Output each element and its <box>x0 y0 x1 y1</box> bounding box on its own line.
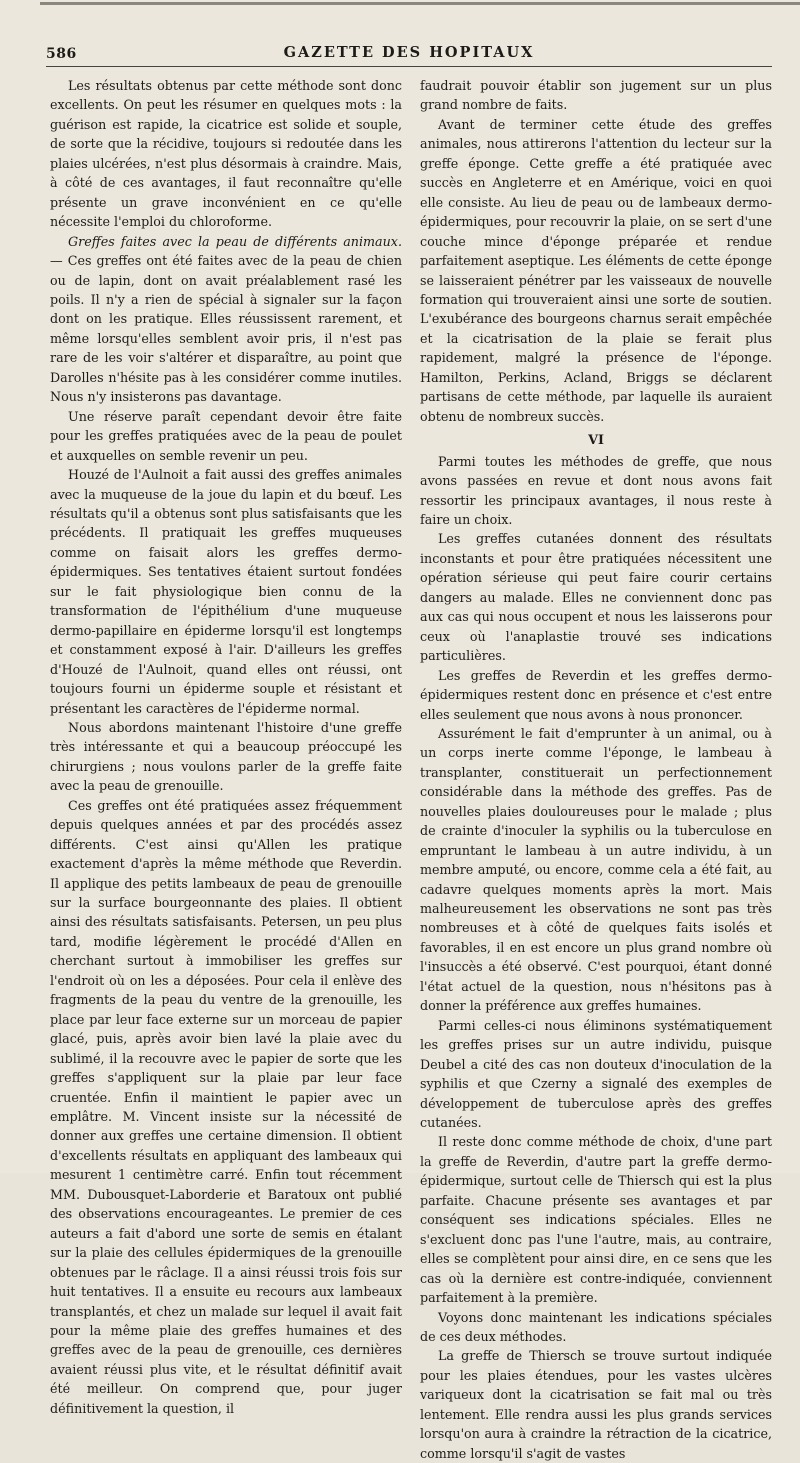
paragraph <box>420 76 772 115</box>
paragraph <box>420 724 772 1016</box>
paragraph <box>50 407 402 465</box>
paragraph <box>50 465 402 718</box>
paragraph-text: Une réserve paraît cependant devoir être faite pour les greffes pratiquées avec de la peau de poulet et auxquelles on semble revenir un peu. <box>50 408 402 463</box>
paragraph <box>50 232 402 407</box>
paragraph-text: Nous abordons maintenant l'histoire d'une greffe très intéressante et qui a beaucoup préoccupé les chirurgiens ; nous voulons parler de la greffe faite avec la peau de grenouille. <box>50 719 402 794</box>
page-header <box>46 40 772 67</box>
journal-title: GAZETTE DES HOPITAUX <box>283 44 535 61</box>
paragraph <box>50 76 402 232</box>
paragraph <box>420 1308 772 1347</box>
paragraph <box>420 452 772 530</box>
page-number: 586 <box>46 46 77 62</box>
paragraph-text: Ces greffes ont été pratiquées assez fréquemment depuis quelques années et par des procédés assez différents. C'est ainsi qu'Allen les pratique exactement d'après la même méthode que Reverdin. Il applique des petits lambeaux de peau de grenouille sur la surface bourgeonnante des plaies. Il obtient ainsi des résultats satisfaisants. Petersen, un peu plus tard, modifie légèrement le procédé d'Allen en cherchant surtout à immobiliser les greffes sur l'endroit où on les a déposées. Pour cela il enlève des fragments de la peau du ventre de la grenouille, les place par leur face externe sur un morceau de papier glacé, puis, après avoir bien lavé la plaie avec du sublimé, il la recouvre avec le papier de sorte que les greffes s'appliquent sur la plaie par leur face cruentée. Enfin il maintient le papier avec un emplâtre. M. Vincent insiste sur la nécessité de donner aux greffes une certaine dimension. Il obtient d'excellents résultats en appliquant des lambeaux qui mesurent 1 centimètre carré. Enfin tout récemment MM. Dubousquet-Laborderie et Baratoux ont publié des observations encourageantes. Le premier de ces auteurs a fait d'abord une sorte de semis en étalant sur la plaie des cellules épidermiques de la grenouille obtenues par le râclage. Il a ainsi réussi trois fois sur huit tentatives. Il a ensuite eu recours aux lambeaux transplantés, et chez un malade sur lequel il avait fait pour la même plaie des greffes humaines et des greffes avec de la peau de grenouille, ces dernières avaient réussi plus vite, et le résultat définitif avait été meilleur. On comprend que, pour juger définitivement la question, il <box>50 797 402 1416</box>
paragraph-text: Les résultats obtenus par cette méthode sont donc excellents. On peut les résumer en quelques mots : la guérison est rapide, la cicatrice est solide et souple, de sorte que la récidive, toujours si redoutée dans les plaies ulcérées, n'est plus désormais à craindre. Mais, à côté de ces avantages, il faut reconnaître qu'elle présente un grave inconvénient en ce qu'elle nécessite l'emploi du chloroforme. <box>50 78 402 230</box>
paragraph-text: Houzé de l'Aulnoit a fait aussi des greffes animales avec la muqueuse de la joue du lapin et du bœuf. Les résultats qu'il a obtenus sont plus satisfaisants que les précédents. Il pratiquait les greffes muqueuses comme on faisait alors les greffes dermo-épidermiques. Ses tentatives étaient surtout fondées sur le fait physiologique bien connu de la transformation de l'épithélium d'une muqueuse dermo-papillaire en épiderme lorsqu'il est longtemps et constamment exposé à l'air. D'ailleurs les greffes d'Houzé de l'Aulnoit, quand elles ont réussi, ont toujours fourni un épiderme souple et résistant et présentant les caractères de l'épiderme normal. <box>50 467 402 716</box>
paragraph-text: La greffe de Thiersch se trouve surtout indiquée pour les plaies étendues, pour les vastes ulcères variqueux dont la cicatrisation se fait mal ou très lentement. Elle rendra aussi les plus grands services lorsqu'on aura à craindre la rétraction de la cicatrice, comme lorsqu'il s'agit de vastes <box>420 1348 772 1461</box>
paragraph <box>420 1132 772 1307</box>
paragraph <box>420 1346 772 1463</box>
paragraph-text: Les greffes de Reverdin et les greffes dermo-épidermiques restent donc en présence et c'est entre elles seulement que nous avons à nous prononcer. <box>420 667 772 722</box>
left-column <box>50 76 402 1418</box>
paragraph-text: — Ces greffes ont été faites avec de la peau de chien ou de lapin, dont on avait préalablement rasé les poils. Il n'y a rien de spécial à signaler sur la façon dont on les pratique. Elles réussissent rarement, et même lorsqu'elles semblent avoir pris, il n'est pas rare de les voir s'altérer et disparaître, au point que Darolles n'hésite pas à les considérer comme inutiles. Nous n'y insisterons pas davantage. <box>50 253 402 405</box>
top-rule <box>40 2 800 5</box>
paragraph-text: Parmi toutes les méthodes de greffe, que nous avons passées en revue et dont nous avons fait ressortir les principaux avantages, il nous reste à faire un choix. <box>420 453 772 527</box>
paragraph-text: Voyons donc maintenant les indications spéciales de ces deux méthodes. <box>420 1309 772 1344</box>
paragraph <box>420 529 772 665</box>
paragraph-text: faudrait pouvoir établir son jugement sur un plus grand nombre de faits. <box>420 78 772 113</box>
right-column <box>420 76 772 1463</box>
section-number: VI <box>588 432 604 448</box>
paragraph <box>50 718 402 796</box>
paragraph <box>420 115 772 426</box>
paragraph <box>420 1016 772 1133</box>
paragraph-text: Avant de terminer cette étude des greffes animales, nous attirerons l'attention du lecteur sur la greffe éponge. Cette greffe a été pratiquée avec succès en Angleterre et en Amérique, voici en quoi elle consiste. Au lieu de peau ou de lambeaux dermo-épidermiques, pour recouvrir la plaie, on se sert d'une couche mince d'éponge préparée et rendue parfaitement aseptique. Les éléments de cette éponge se laisseraient pénétrer par les vaisseaux de nouvelle formation qui trouveraient ainsi une sorte de soutien. L'exubérance des bourgeons charnus serait empêchée et la cicatrisation de la plaie se ferait plus rapidement, malgré la présence de l'éponge. Hamilton, Perkins, Acland, Briggs se déclarent partisans de cette méthode, par laquelle ils auraient obtenu de nombreux succès. <box>420 116 772 424</box>
paragraph <box>50 796 402 1419</box>
paragraph-text: Il reste donc comme méthode de choix, d'une part la greffe de Reverdin, d'autre part la greffe dermo-épidermique, surtout celle de Thiersch qui est la plus parfaite. Chacune présente ses avantages et par conséquent ses indications spéciales. Elles ne s'excluent donc pas l'une l'autre, mais, au contraire, elles se complètent pour ainsi dire, en ce sens que les cas où la dernière est contre-indiquée, conviennent parfaitement à la première. <box>420 1134 772 1306</box>
paragraph-text: Assurément le fait d'emprunter à un animal, ou à un corps inerte comme l'éponge, le lambeau à transplanter, constituerait un perfectionnement considérable dans la méthode des greffes. Pas de nouvelles plaies douloureuses pour le malade ; plus de crainte d'inoculer la syphilis ou la tuberculose en empruntant le lambeau à un autre individu, à un membre amputé, ou encore, comme cela a été fait, au cadavre quelques moments après la mort. Mais malheureusement les observations ne sont pas très nombreuses et à côté de quelques faits isolés et favorables, il en est encore un plus grand nombre où l'insuccès a été observé. C'est pourquoi, étant donné l'état actuel de la question, nous n'hésitons pas à donner la préférence aux greffes humaines. <box>420 725 772 1014</box>
paragraph-text: Parmi celles-ci nous éliminons systématiquement les greffes prises sur un autre individu, puisque Deubel a cité des cas non douteux d'inoculation de la syphilis et que Czerny a signalé des exemples de développement de tuberculose après des greffes cutanées. <box>420 1017 772 1131</box>
paragraph <box>420 666 772 724</box>
paragraph-lead: Greffes faites avec la peau de différents animaux. <box>68 233 402 249</box>
paragraph-text: Les greffes cutanées donnent des résultats inconstants et pour être pratiquées nécessitent une opération sérieuse qui peut faire courir certains dangers au malade. Elles ne conviennent donc pas aux cas qui nous occupent et nous les laisserons pour ceux où l'anaplastie trouvé ses indications particulières. <box>420 531 772 664</box>
